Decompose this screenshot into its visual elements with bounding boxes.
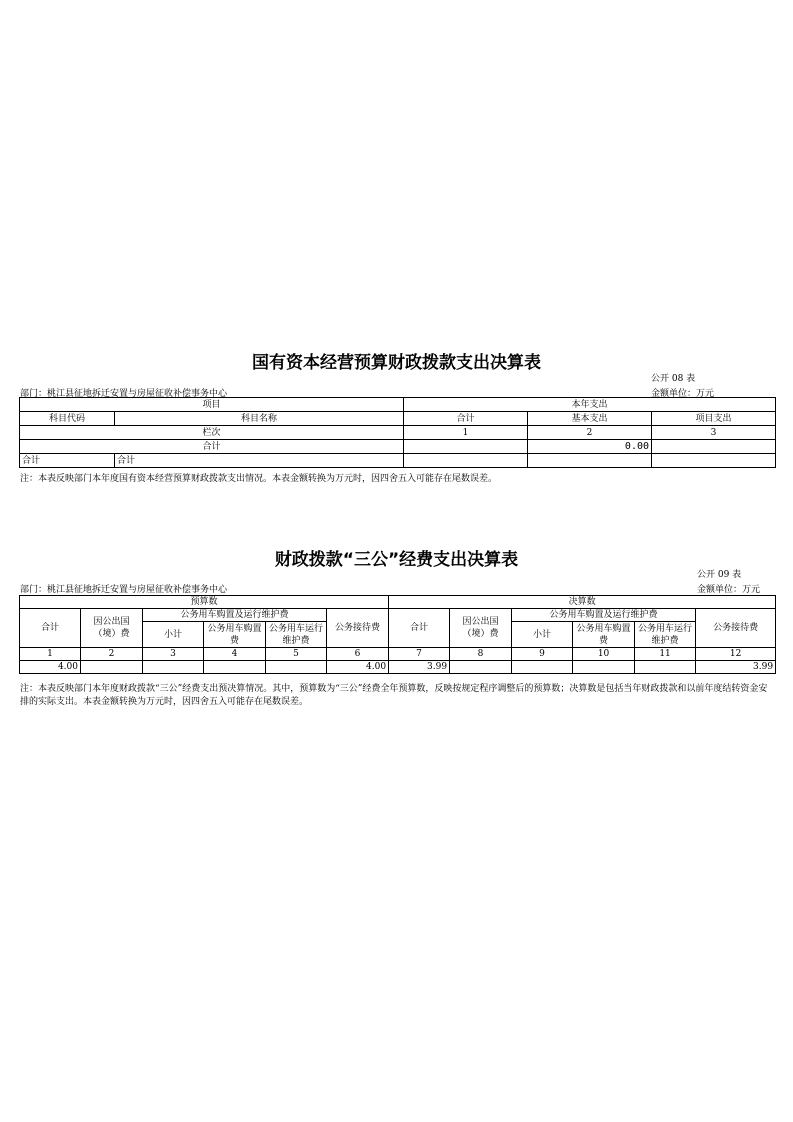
value-cell: 3.99 xyxy=(389,661,450,674)
table08-note: 注：本表反映部门本年度国有资本经营预算财政拨款支出情况。本表金额转换为万元时，因四舍五入可能存在尾数误差。 xyxy=(20,474,498,484)
value-cell: 4.00 xyxy=(327,661,389,674)
table09-unit: 金额单位：万元 xyxy=(697,585,761,595)
budget-vehicle-group-header: 公务用车购置及运行维护费 xyxy=(143,609,327,622)
table08-title: 国有资本经营预算财政拨款支出决算表 xyxy=(252,353,541,373)
last-row-project xyxy=(652,454,776,468)
column-number: 8 xyxy=(450,648,512,661)
header-final: 决算数 xyxy=(389,596,776,609)
header-subject-name: 科目名称 xyxy=(115,412,404,426)
last-row-name: 合计 xyxy=(115,454,404,468)
table09 xyxy=(19,595,776,674)
final-vehicle-group-header: 公务用车购置及运行维护费 xyxy=(512,609,696,622)
last-row-basic xyxy=(528,454,652,468)
value-cell xyxy=(635,661,696,674)
value-cell xyxy=(204,661,266,674)
value-cell xyxy=(512,661,573,674)
column-number: 6 xyxy=(327,648,389,661)
budget-reception-header: 公务接待费 xyxy=(327,609,389,648)
column-number: 4 xyxy=(204,648,266,661)
final-abroad-header: 因公出国（境）费 xyxy=(450,609,512,648)
total-row-project xyxy=(652,440,776,454)
header-basic: 基本支出 xyxy=(528,412,652,426)
budget-vehicle-run-header: 公务用车运行维护费 xyxy=(266,622,327,648)
column-number: 3 xyxy=(143,648,204,661)
header-total: 合计 xyxy=(404,412,528,426)
value-cell xyxy=(266,661,327,674)
budget-abroad-header: 因公出国（境）费 xyxy=(81,609,143,648)
header-item: 项目 xyxy=(20,398,404,412)
total-row-label: 合计 xyxy=(20,440,404,454)
column-number: 10 xyxy=(573,648,635,661)
table09-code: 公开 09 表 xyxy=(697,570,742,580)
column-number: 12 xyxy=(696,648,776,661)
column-3: 3 xyxy=(652,426,776,440)
column-number: 9 xyxy=(512,648,573,661)
final-subtotal-header: 小计 xyxy=(512,622,573,648)
final-vehicle-run-header: 公务用车运行维护费 xyxy=(635,622,696,648)
table09-department: 部门：桃江县征地拆迁安置与房屋征收补偿事务中心 xyxy=(20,585,228,595)
table08-department: 部门：桃江县征地拆迁安置与房屋征收补偿事务中心 xyxy=(20,389,228,399)
column-number: 2 xyxy=(81,648,143,661)
last-row-total xyxy=(404,454,528,468)
value-cell xyxy=(450,661,512,674)
table09-note: 注：本表反映部门本年度财政拨款“三公”经费支出预决算情况。其中，预算数为“三公”经费全年预算数，反映按规定程序调整后的预算数；决算数是包括当年财政拨款和以前年度结转资金安排的实际支出。本表金额转换为万元时，因四舍五入可能存在尾数误差。 xyxy=(20,684,768,707)
column-number: 5 xyxy=(266,648,327,661)
header-budget: 预算数 xyxy=(20,596,389,609)
value-cell: 4.00 xyxy=(20,661,81,674)
budget-vehicle-buy-header: 公务用车购置费 xyxy=(204,622,266,648)
budget-subtotal-header: 小计 xyxy=(143,622,204,648)
table08 xyxy=(19,397,776,468)
budget-total-header: 合计 xyxy=(20,609,81,648)
final-total-header: 合计 xyxy=(389,609,450,648)
column-2: 2 xyxy=(528,426,652,440)
column-number: 1 xyxy=(20,648,81,661)
value-cell xyxy=(81,661,143,674)
total-row-basic: 0.00 xyxy=(528,440,652,454)
header-subject-code: 科目代码 xyxy=(20,412,115,426)
table08-code: 公开 08 表 xyxy=(651,374,696,384)
column-number: 7 xyxy=(389,648,450,661)
final-vehicle-buy-header: 公务用车购置费 xyxy=(573,622,635,648)
column-number: 11 xyxy=(635,648,696,661)
header-project: 项目支出 xyxy=(652,412,776,426)
column-row-label: 栏次 xyxy=(20,426,404,440)
final-reception-header: 公务接待费 xyxy=(696,609,776,648)
value-cell xyxy=(573,661,635,674)
total-row-total xyxy=(404,440,528,454)
header-current-year: 本年支出 xyxy=(404,398,776,412)
column-1: 1 xyxy=(404,426,528,440)
last-row-code: 合计 xyxy=(20,454,115,468)
value-cell xyxy=(143,661,204,674)
table08-unit: 金额单位：万元 xyxy=(651,389,715,399)
table09-title: 财政拨款“三公”经费支出决算表 xyxy=(274,550,519,570)
value-cell: 3.99 xyxy=(696,661,776,674)
